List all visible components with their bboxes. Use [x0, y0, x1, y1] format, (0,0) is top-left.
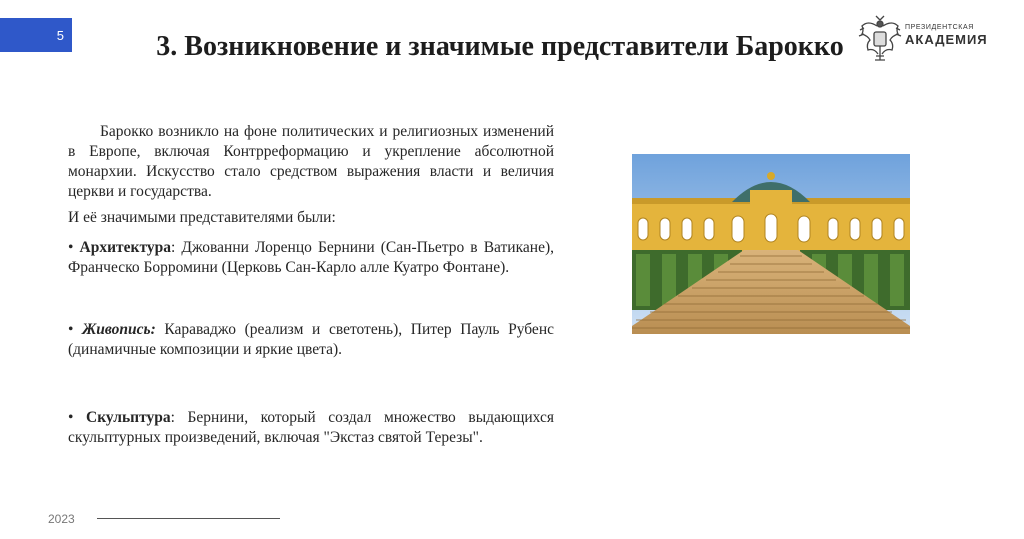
footer-year: 2023	[48, 512, 75, 526]
footer-divider	[97, 518, 280, 519]
slide-body	[68, 122, 554, 448]
list-item-sculpture	[68, 408, 554, 448]
item-label: Живопись:	[82, 321, 156, 338]
bullet: •	[68, 409, 86, 426]
item-label: Архитектура	[79, 239, 171, 256]
bullet: •	[68, 239, 80, 256]
list-item-architecture	[68, 238, 554, 278]
slide-number: 5	[0, 18, 72, 52]
item-text: Караваджо (реализм и светотень), Питер Пауль Рубенс (динамичные композиции и яркие цвета).	[68, 321, 554, 358]
item-label: Скульптура	[86, 409, 171, 426]
item-text: : Бернини, который создал множество выдающихся скульптурных произведений, включая "Экстаз святой Терезы".	[68, 409, 554, 446]
logo-line1: ПРЕЗИДЕНТСКАЯ	[905, 24, 974, 31]
eagle-emblem-icon	[858, 14, 902, 66]
logo-line2: АКАДЕМИЯ	[905, 32, 988, 47]
lead-paragraph: И её значимыми представителями были:	[68, 209, 336, 226]
item-text: : Джованни Лоренцо Бернини (Сан-Пьетро в Ватикане), Франческо Борромини (Церковь Сан-Карло алле Куатро Фонтане).	[68, 239, 554, 276]
bullet: •	[68, 321, 83, 338]
academy-logo	[858, 12, 998, 68]
page-title: 3. Возникновение и значимые представители Барокко	[156, 31, 844, 62]
intro-paragraph: Барокко возникло на фоне политических и религиозных изменений в Европе, включая Контрреформацию и укрепление абсолютной монархии. Искусство стало средством выражения власти и величия церкви и государства.	[68, 123, 554, 200]
list-item-painting	[68, 320, 554, 360]
palace-photo	[632, 154, 910, 334]
